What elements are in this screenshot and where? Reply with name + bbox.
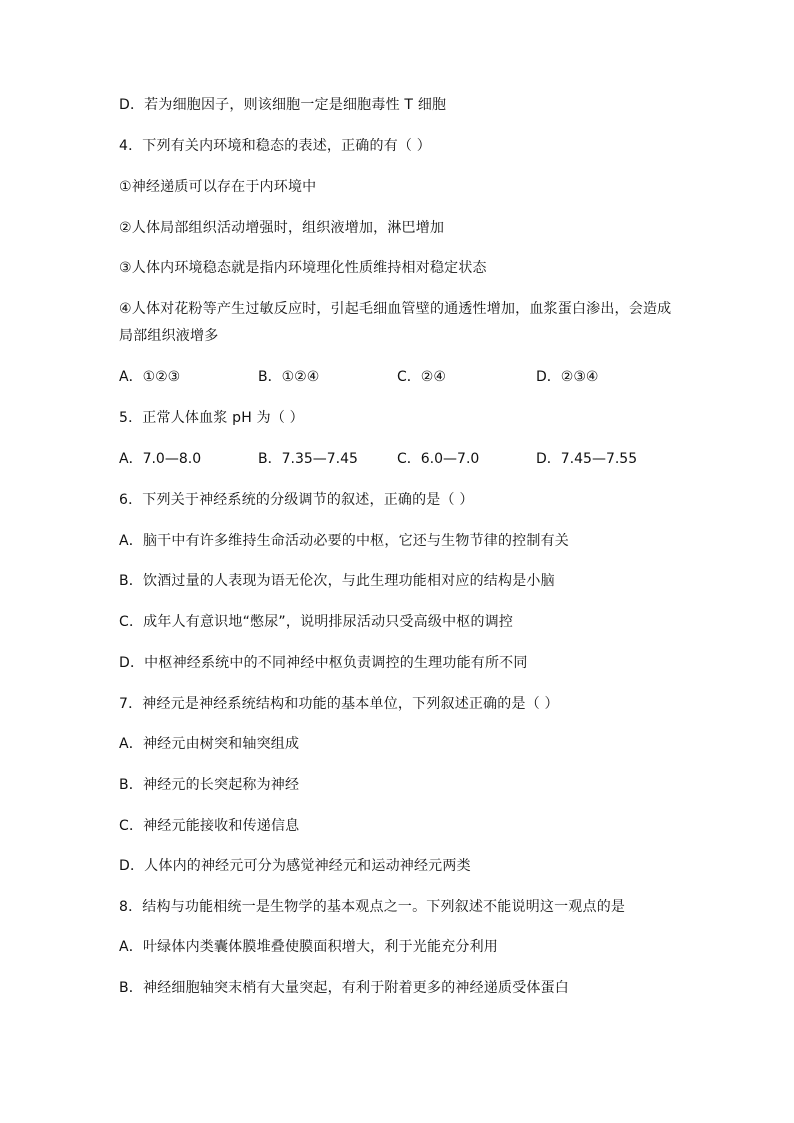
q6-option-d: D．中枢神经系统中的不同神经中枢负责调控的生理功能有所不同 (119, 655, 528, 671)
q3-option-d: D．若为细胞因子，则该细胞一定是细胞毒性 T 细胞 (119, 97, 447, 113)
q4-option-b: B．①②④ (258, 369, 320, 385)
q7-option-a: A．神经元由树突和轴突组成 (119, 736, 300, 752)
q5-option-d: D．7.45—7.55 (536, 451, 638, 467)
q4-option-c: C．②④ (397, 369, 446, 385)
q8-option-a: A．叶绿体内类囊体膜堆叠使膜面积增大，利于光能充分利用 (119, 939, 498, 955)
q4-statement-2: ②人体局部组织活动增强时，组织液增加，淋巴增加 (119, 220, 445, 236)
question-6-stem: 6．下列关于神经系统的分级调节的叙述，正确的是（ ） (119, 492, 474, 508)
q6-option-a: A．脑干中有许多维持生命活动必要的中枢，它还与生物节律的控制有关 (119, 533, 569, 549)
question-5-stem: 5．正常人体血浆 pH 为（ ） (119, 410, 304, 426)
q4-statement-4-line2: 局部组织液增多 (119, 328, 219, 344)
q8-option-b: B．神经细胞轴突末梢有大量突起，有利于附着更多的神经递质受体蛋白 (119, 980, 570, 996)
q7-option-d: D．人体内的神经元可分为感觉神经元和运动神经元两类 (119, 858, 471, 874)
question-7-stem: 7．神经元是神经系统结构和功能的基本单位，下列叙述正确的是（ ） (119, 696, 559, 712)
q5-option-c: C．6.0—7.0 (397, 451, 480, 467)
q4-statement-3: ③人体内环境稳态就是指内环境理化性质维持相对稳定状态 (119, 260, 487, 276)
q6-option-b: B．饮酒过量的人表现为语无伦次，与此生理功能相对应的结构是小脑 (119, 573, 555, 589)
q5-option-b: B．7.35—7.45 (258, 451, 358, 467)
q4-option-d: D．②③④ (536, 369, 599, 385)
q4-statement-4-line1: ④人体对花粉等产生过敏反应时，引起毛细血管壁的通透性增加，血浆蛋白渗出，会造成 (119, 301, 672, 317)
q6-option-c: C．成年人有意识地“憋尿”，说明排尿活动只受高级中枢的调控 (119, 614, 514, 630)
q4-statement-1: ①神经递质可以存在于内环境中 (119, 179, 317, 195)
q7-option-c: C．神经元能接收和传递信息 (119, 818, 300, 834)
question-8-stem: 8．结构与功能相统一是生物学的基本观点之一。下列叙述不能说明这一观点的是 (119, 899, 626, 915)
q7-option-b: B．神经元的长突起称为神经 (119, 777, 300, 793)
q5-option-a: A．7.0—8.0 (119, 451, 202, 467)
question-4-stem: 4．下列有关内环境和稳态的表述，正确的有（ ） (119, 138, 431, 154)
q4-option-a: A．①②③ (119, 369, 181, 385)
